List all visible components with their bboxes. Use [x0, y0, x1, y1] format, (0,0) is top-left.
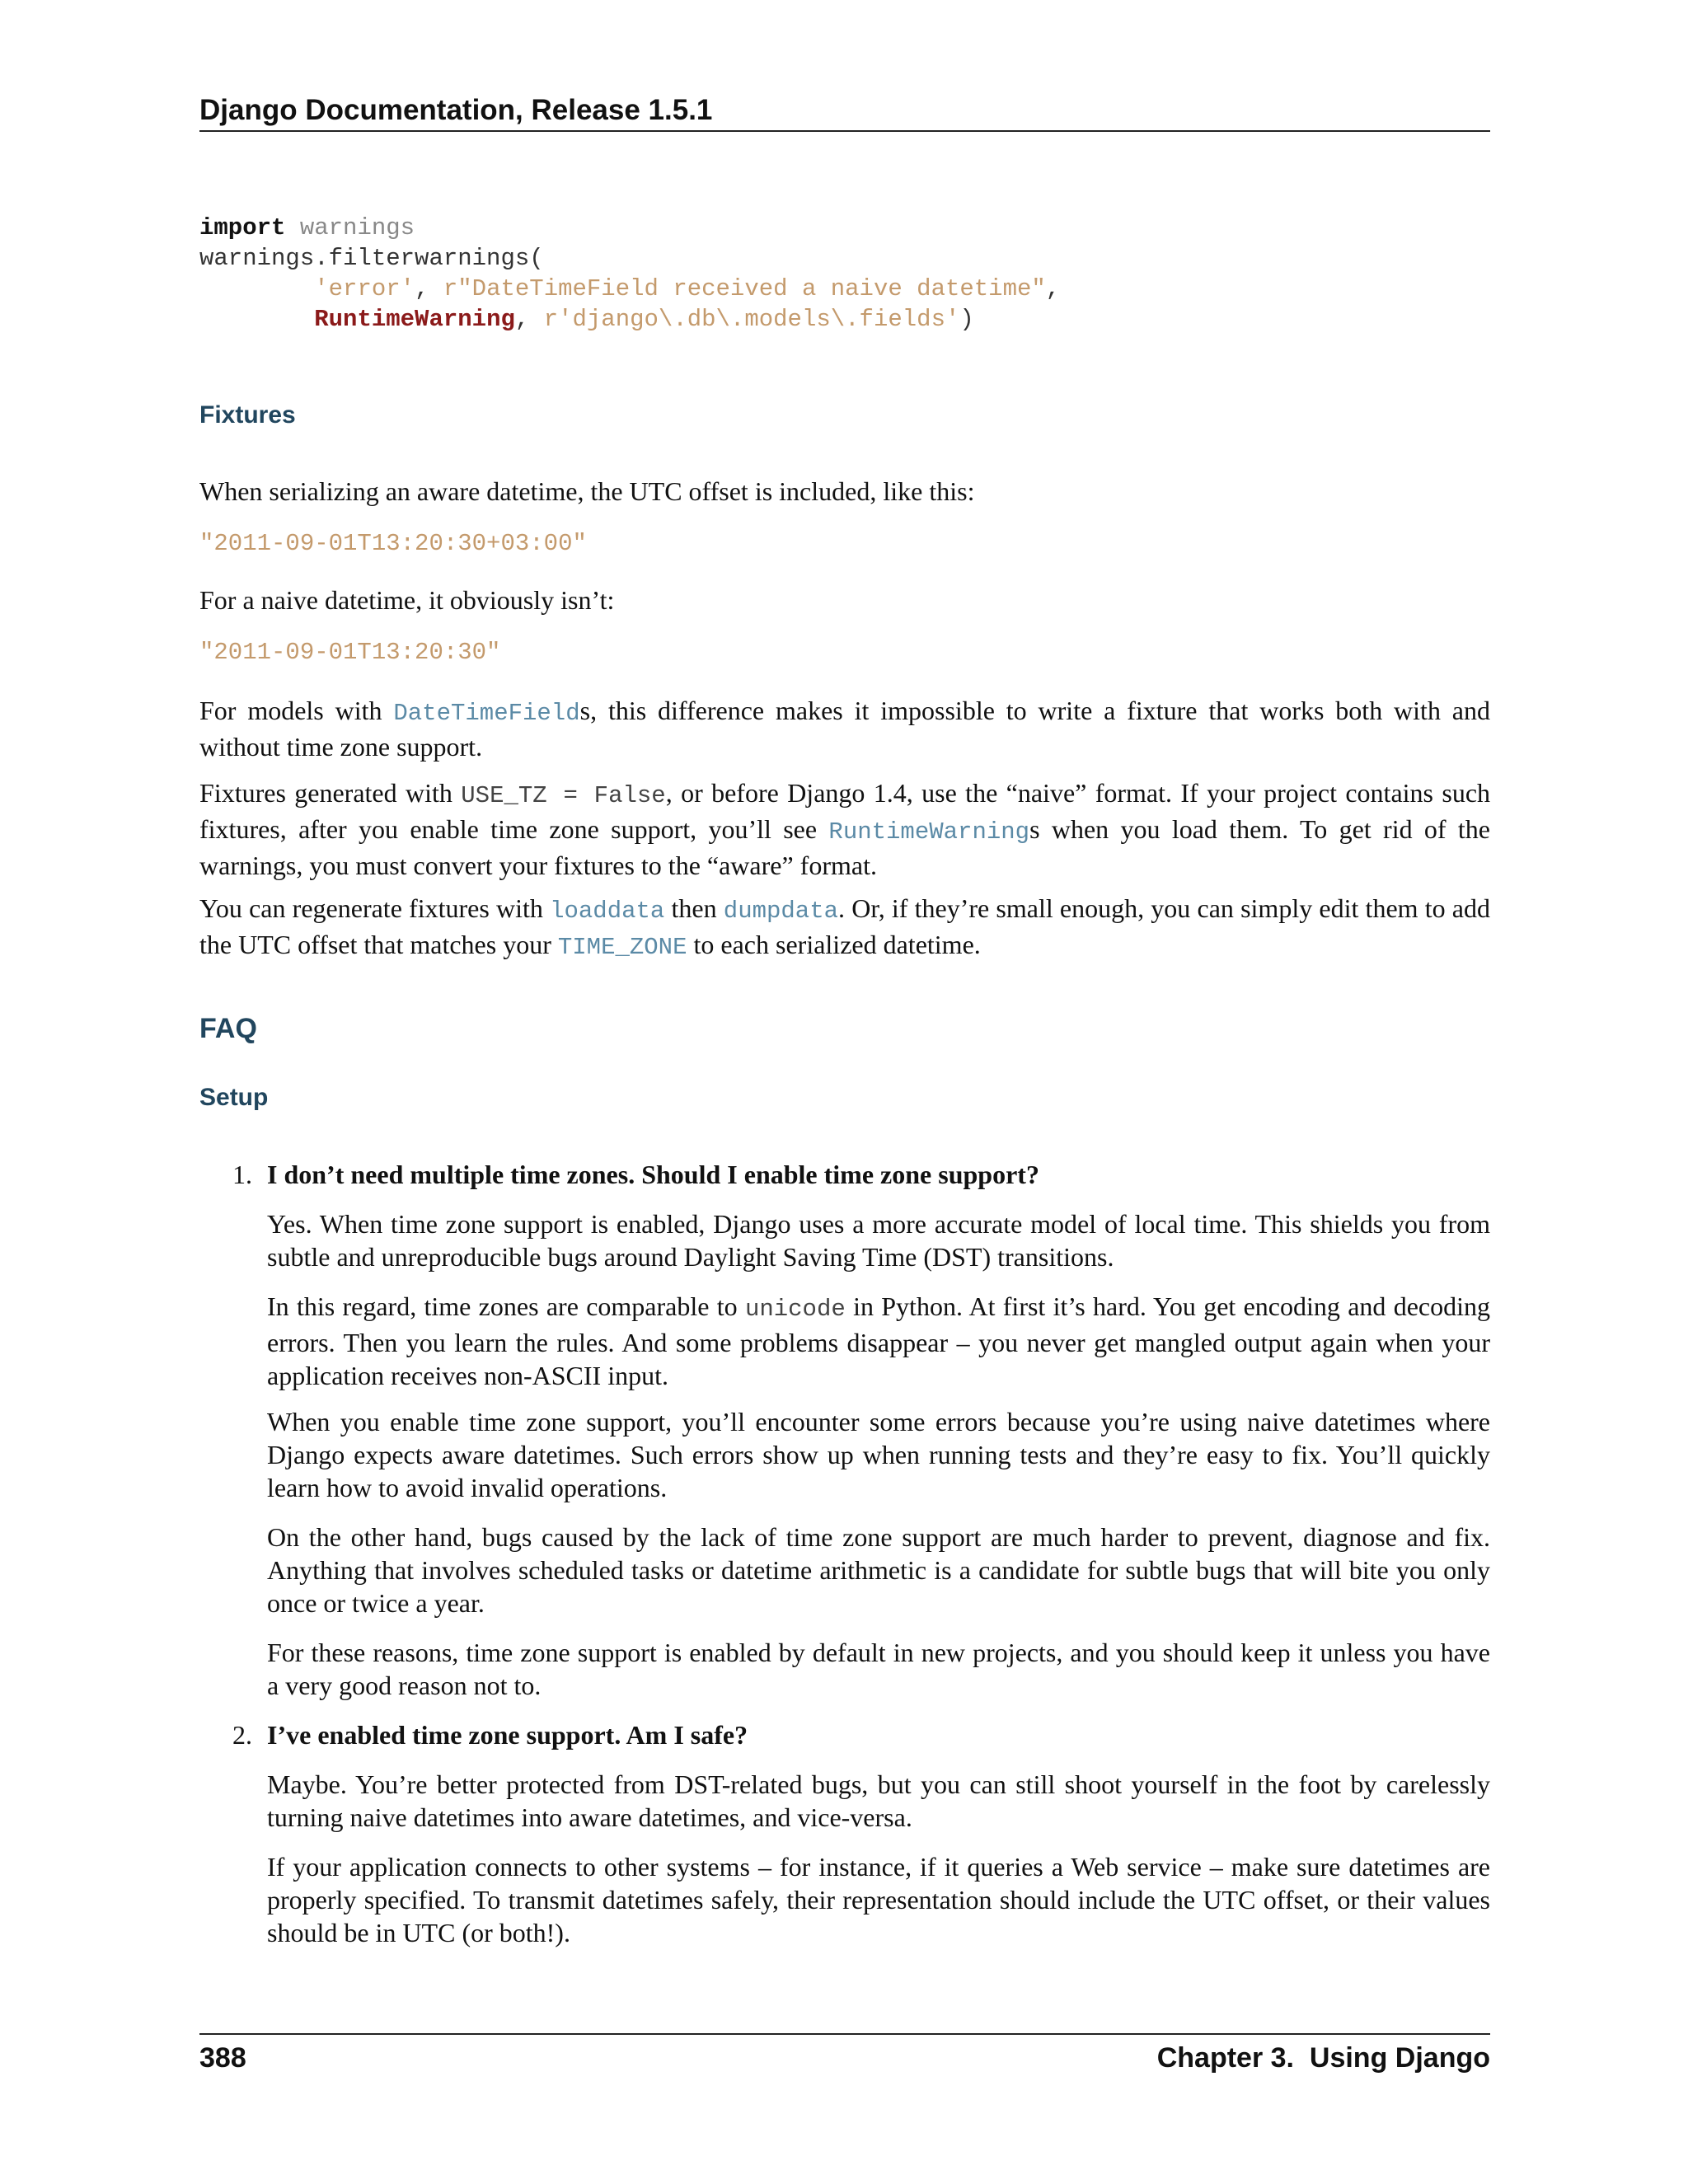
text: then [664, 893, 724, 923]
faq-answer-paragraph: Maybe. You’re better protected from DST-related bugs, but you can still shoot yourself in the foot by carelessly turning naive datetimes into aware datetimes, and vice-versa. [267, 1769, 1490, 1832]
inline-code: unicode [744, 1296, 846, 1323]
xref-link[interactable]: RuntimeWarning [828, 818, 1030, 846]
page-number: 388 [199, 2042, 246, 2074]
xref-link[interactable]: loaddata [550, 898, 665, 925]
faq-answer-paragraph: If your application connects to other systems – for instance, if it queries a Web service – make sure datetimes are properly specified. To transmit datetimes safely, their representation should include the UTC offset, or their values should be in UTC (or both!). [267, 1852, 1490, 1947]
paragraph: When serializing an aware datetime, the UTC offset is included, like this: [199, 476, 975, 506]
faq-answer-paragraph: When you enable time zone support, you’ll encounter some errors because you’re using naive datetimes where Django expects aware datetimes. Such errors show up when running tests and they’re easy to fix. You’ll quickly learn how to avoid invalid operations. [267, 1407, 1490, 1502]
running-header: Django Documentation, Release 1.5.1 [199, 94, 713, 126]
xref-link[interactable]: dumpdata [723, 898, 839, 925]
text: in Python. At first it’s hard. You get encoding and decoding errors. Then you learn the rules. And some problems disappear – you never get mangled output again when your application receives non-ASCII input. [267, 1291, 1491, 1390]
faq-answer-paragraph: Yes. When time zone support is enabled, Django uses a more accurate model of local time. This shields you from subtle and unreproducible bugs around Daylight Saving Time (DST) transitions. [267, 1209, 1490, 1272]
code-string: r'django\.db\.models\.fields' [543, 306, 960, 333]
list-number: 2. [232, 1720, 252, 1750]
footer-rule [199, 2033, 1490, 2035]
text: s when you load them. To get rid of the warnings, you must convert your fixtures to the “aware” format. [199, 814, 1491, 880]
paragraph [199, 694, 1490, 763]
code-module: warnings [299, 214, 415, 241]
text: You can regenerate fixtures with [199, 893, 551, 923]
text: In this regard, time zones are comparable to [267, 1291, 745, 1321]
code-exception: RuntimeWarning [314, 306, 515, 333]
code-punct: , [415, 275, 443, 302]
xref-link[interactable]: DateTimeField [393, 700, 580, 727]
xref-link[interactable]: TIME_ZONE [557, 934, 687, 961]
code-punct: , [514, 306, 544, 333]
code-block [199, 213, 1060, 335]
paragraph: For a naive datetime, it obviously isn’t: [199, 585, 615, 615]
faq-question: I don’t need multiple time zones. Should I enable time zone support? [267, 1160, 1039, 1189]
faq-question: I’ve enabled time zone support. Am I safe? [267, 1720, 748, 1750]
heading-setup: Setup [199, 1084, 269, 1111]
code-literal: "2011-09-01T13:20:30" [199, 639, 501, 666]
paragraph [199, 892, 1490, 964]
code-string: 'error' [314, 275, 415, 302]
text: s, this difference makes it impossible to write a fixture that works both with and without time zone support. [199, 696, 1491, 762]
text: , or before Django 1.4, use the “naive” format. If your project contains such fixtures, after you enable time zone support, you’ll see [199, 778, 1491, 844]
code-literal: "2011-09-01T13:20:30+03:00" [199, 530, 587, 557]
text: . Or, if they’re small enough, you can simply edit them to add the UTC offset that matches your [199, 893, 1491, 959]
text: Fixtures generated with [199, 778, 462, 808]
code-punct: , [1045, 275, 1061, 302]
paragraph [199, 776, 1490, 882]
faq-answer-paragraph [267, 1290, 1490, 1392]
code-keyword: import [199, 214, 286, 241]
header-rule [199, 130, 1490, 132]
chapter-title: Chapter 3. Using Django [1156, 2042, 1490, 2074]
faq-answer-paragraph: On the other hand, bugs caused by the lack of time zone support are much harder to prevent, diagnose and fix. Anything that involves scheduled tasks or datetime arithmetic is a candidate for subtle bugs that will bite you only once or twice a year. [267, 1522, 1490, 1618]
code-punct: ) [959, 306, 974, 333]
code-call: warnings.filterwarnings( [199, 245, 544, 272]
heading-faq: FAQ [199, 1013, 257, 1044]
list-number: 1. [232, 1160, 252, 1189]
code-string: r"DateTimeField received a naive datetime" [443, 275, 1046, 302]
faq-answer-paragraph: For these reasons, time zone support is enabled by default in new projects, and you should keep it unless you have a very good reason not to. [267, 1638, 1490, 1700]
heading-fixtures: Fixtures [199, 401, 296, 429]
text: For models with [199, 696, 394, 725]
text: to each serialized datetime. [687, 930, 981, 959]
inline-code: USE_TZ = False [461, 782, 666, 809]
